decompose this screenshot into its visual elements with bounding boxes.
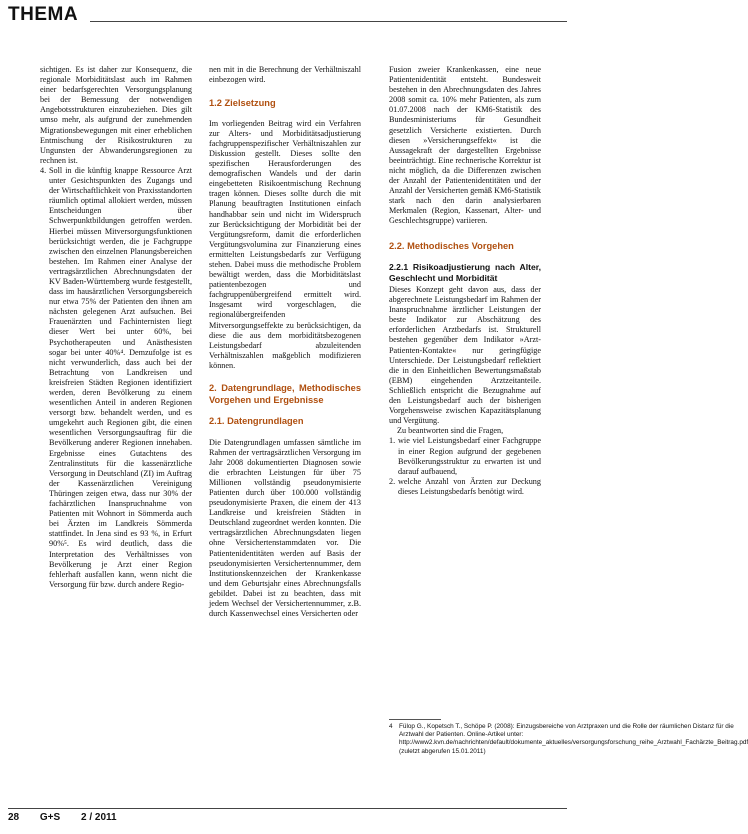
list-item — [389, 477, 541, 497]
list-item — [40, 166, 192, 590]
paragraph: sichtigen. Es ist daher zur Konsequenz, die regionale Morbiditätslast auch im Rahmen einer bedarfsgerechten Versorgungsplanung bei der Bemessung der notwendigen Angebotsstrukturen einzubeziehen. Dies gilt umso mehr, als aufgrund der zunehmenden Migrationsbewegungen mit einer erheblichen Entmischung der Risikostrukturen zu Ungunsten der Abwanderungsregionen zu rechnen ist. — [40, 65, 192, 165]
footnote-rule — [389, 719, 441, 720]
subsection-heading: 2.1. Datengrundlagen — [209, 416, 304, 427]
column-3 — [389, 65, 541, 497]
list-text: wie viel Leistungsbedarf einer Fachgruppe in einer Region aufgrund der gegebenen Bevölkerungsstruktur zu erwarten ist und darauf aufbauend, — [398, 436, 541, 476]
paragraph: Dieses Konzept geht davon aus, dass der abgerechnete Leistungsbedarf im Rahmen der Inanspruchnahme ärztlicher Leistungen der beste Indikator zur Abschätzung des erforderlichen Arztbedarfs ist. Strukturell bestehen gegenüber dem Indikator »Arzt-Patienten-Kontakte« nur geringfügige Unterschiede. Der Leistungsbedarf reflektiert die in den Einheitlichen Bewertungsmaßstab (EBM) eingehenden Arztzeitanteile. Schließlich entspricht die Bezugnahme auf den Leistungsbedarf auch der bisherigen Vorgehensweise zwischen Kapazitätsplanung und Vergütung. — [389, 285, 541, 426]
header-rule — [90, 21, 567, 22]
footnote-number: 4 — [389, 723, 393, 730]
paragraph: Zu beantworten sind die Fragen, — [397, 426, 504, 436]
list-text: Soll in die künftig knappe Ressource Arzt unter Gesichtspunkten des Zugangs und der Wirtschaftlichkeit von Praxisstandorten räumlich optimal allokiert werden, müssen Entscheidungen über Schwerpunktbildungen getroffen werden. Hierbei müssen Mitversorgungsfunktionen berücksichtigt werden, die je Fachgruppe zwischen den einzelnen Planungsbereichen bestehen. Im Rahmen einer Analyse der vertragsärztlichen Abrechnungsdaten der KV Baden-Württemberg wurde festgestellt, dass im hausärztlichen Versorgungsbereich nur etwa 75% der Patienten den ihnen am nächsten gelegenen Arzt aufsuchen. Bei Frauenärzten und Fachinternisten liegt dieser Wert bei unter 60%, bei Psychotherapeuten und Anästhesisten sogar bei unter 40%⁴. Demzufolge ist es nicht verwunderlich, dass auch bei der Betrachtung von Landkreisen und kreisfreien Städten Regionen identifiziert werden, deren Bevölkerung zu einem wesentlichen Anteil in anderen Regionen versorgt bzw. behandelt werden, und es umgekehrt auch Regionen gibt, die einen wesentlichen Versorgungsauftrag für die Bevölkerung anderer Regionen innehaben. Ergebnisse eines Gutachtens des Zentralinstituts für die kassenärztliche Versorgung in Deutschland (ZI) im Auftrag der Kassenärztlichen Vereinigung Thüringen zeigen etwa, dass nur 30% der fachärztlichen Inanspruchnahme von Patienten mit Wohnort in Sömmerda auch bei Ärzten im Landkreis Sömmerda stattfindet. In Jena sind es 93 %, in Erfurt 90%⁵. Es wird deutlich, dass die Interpretation des Verhältnisses von Bevölkerung je Arzt einer Region fehlerhaft ausfallen kann, wenn nicht die Versorgung für bzw. durch andere Regio- — [49, 165, 192, 589]
footnote-text: Fülop G., Kopetsch T., Schöpe P. (2008): Einzugsbereiche von Arztpraxen und die Rolle der räumlichen Distanz für die Arztwahl der Patienten. Online-Artikel unter: http://www2.kvn.de/nachrichten/default/dokumente_aktuelles/versorgungsforschung_reihe_Arztwahl_Fachärzte_Beitrag.pdf (zuletzt abgerufen 15.01.2011) — [399, 723, 748, 755]
paragraph: Die Datengrundlagen umfassen sämtliche im Rahmen der vertragsärztlichen Versorgung im Jahr 2008 dokumentierten Diagnosen sowie die erbrachten Leistungen für über 75 Millionen vollständig pseudonymisierte Patienten durch über 100.000 vollständig pseudonymisierte Praxen, die einem der 413 Landkreise und kreisfreien Städten in Deutschland zugeordnet werden konnten. Die vertragsärztlichen Abrechnungsdaten liegen ohne Versichertenstammdaten vor. Die Patientenidentitäten werden auf Basis der pseudonymisierten Versichertennummer, dem Institutionskennzeichen der Krankenkasse und dem Geburtsjahr eines Abrechnungsfalls gebildet. Dabei ist zu beachten, dass mit jedem Wechsel der Versichertennummer, z.B. durch Kassenwechsel eines Versicherten oder — [209, 437, 361, 619]
paragraph: nen mit in die Berechnung der Verhältniszahl einbezogen wird. — [209, 65, 361, 85]
footer-rule — [8, 808, 567, 809]
page-footer — [8, 812, 135, 823]
list-number: 2. — [389, 476, 396, 486]
page-number: 28 — [8, 812, 20, 823]
journal-name: G+S — [39, 812, 61, 823]
column-1 — [40, 65, 192, 590]
section-heading: 1.2 Zielsetzung — [209, 98, 276, 109]
subsubsection-heading: 2.2.1 Risikoadjustierung nach Alter, Geschlecht und Morbidität — [389, 262, 541, 283]
paragraph: Fusion zweier Krankenkassen, eine neue Patientenidentität entsteht. Bundesweit bestehen in den Abrechnungsdaten des Jahres 2008 somit ca. 10% mehr Patienten, als zum 01.07.2008 nach der KM6-Statistik des Bundesministeriums für Gesundheit gesetzlich Versicherte existierten. Durch diesen »Versicherungseffekt« ist die Aussagekraft der dargestellten Ergebnisse beeinträchtigt. Eine rechnerische Korrektur ist nicht möglich, da die Differenzen zwischen der Anzahl der Patientenidentitäten und der Anzahl der Versicherten gemäß KM6-Statistik stark nach den darin analysierbaren Merkmalen (Region, Kassenart, Alter- und Geschlechtsgruppe) variieren. — [389, 65, 541, 226]
list-number: 4. — [40, 165, 47, 175]
column-2 — [209, 65, 361, 619]
issue-label: 2 / 2011 — [80, 812, 117, 823]
list-text: welche Anzahl von Ärzten zur Deckung dieses Leistungsbedarfs benötigt wird. — [398, 476, 541, 496]
paragraph: Im vorliegenden Beitrag wird ein Verfahren zur Alters- und Morbiditätsadjustierung fachgruppenspezifischer Verhältniszahlen zur Diskussion gestellt. Dieses sollte den spezifischen Herausforderungen des demografischen Wandels und der darin eingebetteten Risikoentmischung Rechnung tragen können. Dieses sollte durch die mit Planung beauftragten Institutionen einfach handhabbar sein und nicht im Widerspruch zur Berücksichtigung der Morbidität bei der Vergütungsreform, damit die erforderlichen Vergütungsvolumina zur Finanzierung eines ermittelten Leistungsbedarfs zur Verfügung stehen. Dabei muss die methodische Problem bewältigt werden, dass die Morbiditätslast patientenbezogen und fachgruppenübergreifend ermittelt wird. Insgesamt wird vorgeschlagen, die regionalübergreifenden Mitversorgungseffekte zu berücksichtigen, da diese die aus dem morbiditätsbezogenen Leistungsbedarf abzuleitenden Verhältniszahlen maßgeblich modifizieren können. — [209, 118, 361, 370]
section-header: THEMA — [8, 4, 79, 25]
list-item — [389, 436, 541, 476]
section-heading: 2. Datengrundlage, Methodisches Vorgehen und Ergebnisse — [209, 383, 361, 405]
list-number: 1. — [389, 436, 396, 446]
subsection-heading: 2.2. Methodisches Vorgehen — [389, 240, 514, 251]
footnote — [389, 723, 748, 756]
